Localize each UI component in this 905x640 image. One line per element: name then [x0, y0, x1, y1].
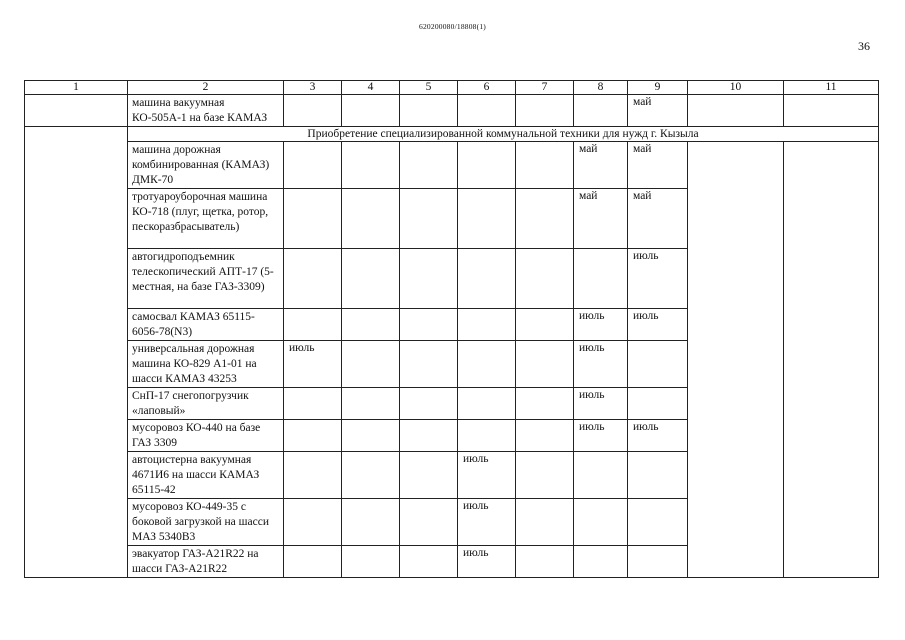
- equipment-name: машина вакуумная КО-505А-1 на базе КАМАЗ: [128, 95, 284, 127]
- table-cell: [284, 420, 342, 452]
- procurement-schedule-table: [24, 80, 879, 578]
- table-cell: июль: [628, 309, 688, 341]
- table-cell: июль: [284, 341, 342, 388]
- table-cell: июль: [574, 309, 628, 341]
- table-cell: [342, 95, 400, 127]
- table-cell: [342, 546, 400, 578]
- table-cell: [458, 189, 516, 249]
- table-cell: [458, 420, 516, 452]
- table-cell: [284, 309, 342, 341]
- table-cell: [628, 499, 688, 546]
- table-cell: [400, 341, 458, 388]
- table-cell: [400, 189, 458, 249]
- table-cell: [400, 249, 458, 309]
- table-cell: [628, 341, 688, 388]
- table-cell: [516, 420, 574, 452]
- table-cell: [516, 546, 574, 578]
- table-cell: [400, 95, 458, 127]
- column-header: 5: [400, 81, 458, 95]
- column-header: 9: [628, 81, 688, 95]
- table-cell: [516, 341, 574, 388]
- table-cell: [574, 452, 628, 499]
- table-cell: [400, 388, 458, 420]
- table-cell: [688, 142, 784, 578]
- table-cell: [342, 341, 400, 388]
- table-cell: [342, 189, 400, 249]
- table-cell: [342, 142, 400, 189]
- table-cell: [628, 546, 688, 578]
- table-row: [25, 142, 879, 189]
- table-cell: [342, 309, 400, 341]
- table-cell: [284, 249, 342, 309]
- table-cell: [458, 309, 516, 341]
- table-cell: июль: [628, 249, 688, 309]
- equipment-name: универсальная дорожная машина КО-829 А1-01 на шасси КАМАЗ 43253: [128, 341, 284, 388]
- table-cell: [516, 142, 574, 189]
- table-cell: [400, 499, 458, 546]
- table-cell: [516, 388, 574, 420]
- table-cell: [342, 249, 400, 309]
- table-cell: [400, 452, 458, 499]
- table-cell: [628, 452, 688, 499]
- table-cell: июль: [458, 452, 516, 499]
- document-id: 620200080/18808(1): [419, 22, 486, 31]
- table-cell: [458, 341, 516, 388]
- column-header: 4: [342, 81, 400, 95]
- equipment-name: тротуароуборочная машина КО-718 (плуг, щетка, ротор, пескоразбрасыватель): [128, 189, 284, 249]
- table-cell: [458, 142, 516, 189]
- table-cell: [628, 388, 688, 420]
- table-cell: [342, 452, 400, 499]
- table-cell: [284, 189, 342, 249]
- table-cell: июль: [574, 388, 628, 420]
- table-cell: май: [628, 189, 688, 249]
- equipment-name: машина дорожная комбинированная (КАМАЗ) ДМК-70: [128, 142, 284, 189]
- column-header: 2: [128, 81, 284, 95]
- table-cell: [25, 95, 128, 127]
- table-cell: [574, 546, 628, 578]
- table-cell: [342, 499, 400, 546]
- column-header: 10: [688, 81, 784, 95]
- table-cell: июль: [458, 499, 516, 546]
- column-header: 1: [25, 81, 128, 95]
- table-cell: [784, 142, 879, 578]
- table-cell: [400, 309, 458, 341]
- table-cell: [284, 388, 342, 420]
- equipment-name: СнП-17 снегопогрузчик «лаповый»: [128, 388, 284, 420]
- table-cell: [516, 499, 574, 546]
- table-cell: [284, 452, 342, 499]
- table-cell: май: [574, 189, 628, 249]
- table-cell: [25, 127, 128, 578]
- table-cell: [574, 249, 628, 309]
- table-cell: [400, 142, 458, 189]
- equipment-name: мусоровоз КО-449-35 с боковой загрузкой на шасси МАЗ 5340В3: [128, 499, 284, 546]
- section-title-row: [25, 127, 879, 142]
- table-cell: [400, 420, 458, 452]
- table-cell: [284, 546, 342, 578]
- table-cell: [284, 95, 342, 127]
- column-header: 6: [458, 81, 516, 95]
- table-cell: [284, 142, 342, 189]
- column-header: 11: [784, 81, 879, 95]
- equipment-name: автоцистерна вакуумная 4671И6 на шасси КАМАЗ 65115-42: [128, 452, 284, 499]
- table-cell: [574, 95, 628, 127]
- table-cell: [342, 420, 400, 452]
- table-cell: [516, 452, 574, 499]
- table-cell: [516, 95, 574, 127]
- equipment-name: автогидроподъемник телескопический АПТ-17 (5-местная, на базе ГАЗ-3309): [128, 249, 284, 309]
- table-cell: июль: [574, 420, 628, 452]
- table-cell: май: [628, 95, 688, 127]
- section-title: Приобретение специализированной коммунальной техники для нужд г. Кызыла: [128, 127, 879, 142]
- table-cell: [516, 249, 574, 309]
- table-cell: [516, 309, 574, 341]
- table-cell: [574, 499, 628, 546]
- table-cell: июль: [458, 546, 516, 578]
- table-cell: [784, 95, 879, 127]
- equipment-name: самосвал КАМАЗ 65115-6056-78(N3): [128, 309, 284, 341]
- equipment-name: мусоровоз КО-440 на базе ГАЗ 3309: [128, 420, 284, 452]
- table-cell: [400, 546, 458, 578]
- column-header: 7: [516, 81, 574, 95]
- table-cell: [688, 95, 784, 127]
- table-cell: июль: [574, 341, 628, 388]
- table-cell: [516, 189, 574, 249]
- column-header: 8: [574, 81, 628, 95]
- column-header-row: [25, 81, 879, 95]
- table-row: [25, 95, 879, 127]
- table-cell: май: [574, 142, 628, 189]
- page-number: 36: [858, 39, 870, 53]
- equipment-name: эвакуатор ГАЗ-А21R22 на шасси ГАЗ-А21R22: [128, 546, 284, 578]
- table-cell: [342, 388, 400, 420]
- table-cell: июль: [628, 420, 688, 452]
- table-cell: [458, 388, 516, 420]
- table-cell: [458, 95, 516, 127]
- table-cell: [458, 249, 516, 309]
- table-cell: май: [628, 142, 688, 189]
- column-header: 3: [284, 81, 342, 95]
- table-cell: [284, 499, 342, 546]
